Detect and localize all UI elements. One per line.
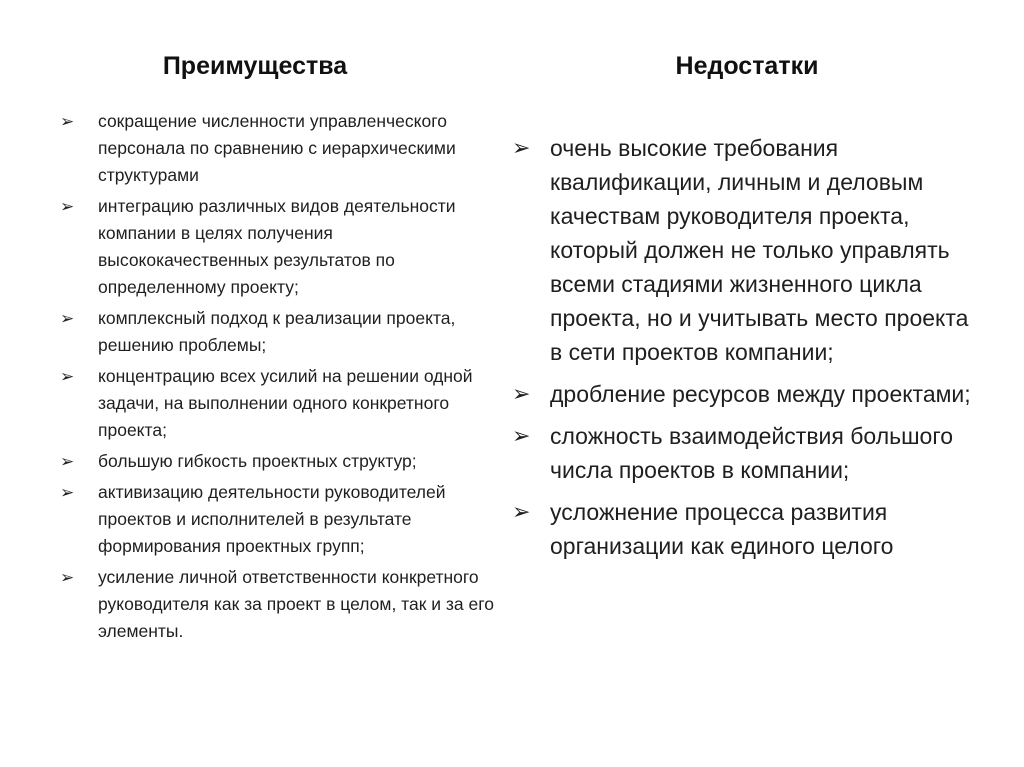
list-item-text: концентрацию всех усилий на решении одной задачи, на выполнении одного конкретного проекта; — [98, 366, 473, 440]
list-item-text: очень высокие требования квалификации, личным и деловым качествам руководителя проекта, который должен не только управлять всеми стадиями жизненного цикла проекта, но и учитывать место проекта в сети проектов компании; — [550, 135, 969, 365]
arrow-bullet-icon: ➢ — [60, 367, 75, 386]
list-item — [60, 193, 500, 301]
arrow-bullet-icon: ➢ — [60, 568, 75, 587]
list-item — [512, 419, 982, 487]
disadvantages-heading: Недостатки — [675, 52, 819, 80]
list-item — [512, 131, 982, 369]
list-item-text: интеграцию различных видов деятельности компании в целях получения высококачественных результатов по определенному проекту; — [98, 196, 456, 297]
arrow-bullet-icon: ➢ — [512, 423, 531, 448]
list-item-text: большую гибкость проектных структур; — [98, 451, 417, 471]
list-item-text: дробление ресурсов между проектами; — [550, 381, 971, 407]
disadvantages-list — [512, 131, 982, 571]
arrow-bullet-icon: ➢ — [60, 452, 75, 471]
arrow-bullet-icon: ➢ — [60, 112, 75, 131]
arrow-bullet-icon: ➢ — [60, 483, 75, 502]
list-item-text: комплексный подход к реализации проекта, решению проблемы; — [98, 308, 456, 355]
list-item-text: сокращение численности управленческого персонала по сравнению с иерархическими структурами — [98, 111, 456, 185]
list-item-text: усложнение процесса развития организации как единого целого — [550, 499, 894, 559]
arrow-bullet-icon: ➢ — [512, 381, 531, 406]
arrow-bullet-icon: ➢ — [60, 309, 75, 328]
list-item-text: усиление личной ответственности конкретного руководителя как за проект в целом, так и за его элементы. — [98, 567, 494, 641]
list-item — [512, 377, 982, 411]
list-item — [60, 448, 500, 475]
arrow-bullet-icon: ➢ — [512, 499, 531, 524]
list-item — [60, 108, 500, 189]
list-item — [60, 363, 500, 444]
list-item — [512, 495, 982, 563]
list-item — [60, 479, 500, 560]
list-item — [60, 564, 500, 645]
list-item — [60, 305, 500, 359]
advantages-list — [60, 108, 500, 649]
arrow-bullet-icon: ➢ — [60, 197, 75, 216]
list-item-text: сложность взаимодействия большого числа проектов в компании; — [550, 423, 954, 483]
arrow-bullet-icon: ➢ — [512, 135, 531, 160]
list-item-text: активизацию деятельности руководителей проектов и исполнителей в результате формирования проектных групп; — [98, 482, 446, 556]
advantages-heading: Преимущества — [162, 52, 348, 80]
